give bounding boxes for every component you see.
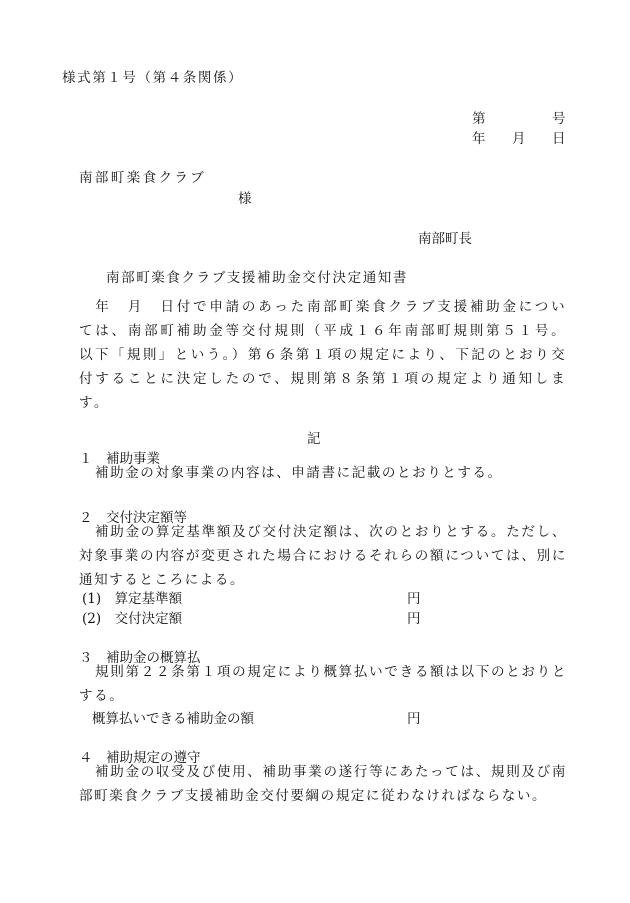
recipient-honorific: 様 [238,191,252,207]
recipient-name: 南部町楽食クラブ [79,170,207,186]
section-2-body: 補助金の算定基準額及び交付決定額は、次のとおりとする。ただし、対象事業の内容が変更された場合におけるそれらの額については、別に通知するところによる。 [79,524,567,588]
document-number-prefix: 第 [472,111,486,127]
item-label: (1) 算定基準額 [82,591,183,607]
sender-title: 南部町長 [418,231,472,247]
section-3-heading: ３ 補助金の概算払 [79,650,201,666]
section-1-body: 補助金の対象事業の内容は、申請書に記載のとおりとする。 [95,465,503,481]
date-month: 月 [512,131,526,147]
item-label: (2) 交付決定額 [82,611,183,627]
document-title: 南部町楽食クラブ支援補助金交付決定通知書 [106,270,408,286]
section-4-heading: ４ 補助規定の遵守 [79,750,201,766]
section-2-heading: ２ 交付決定額等 [79,510,187,526]
section-3-body: 規則第２２条第１項の規定により概算払いできる額は以下のとおりとする。 [79,664,567,704]
item-unit: 円 [407,591,421,607]
advance-amount-label: 概算払いできる補助金の額 [92,711,254,727]
advance-amount-unit: 円 [407,711,421,727]
date-day: 日 [552,131,566,147]
item-unit: 円 [407,611,421,627]
ki-marker: 記 [307,431,321,447]
section-1-heading: １ 補助事業 [79,451,160,467]
document-number-suffix: 号 [552,111,566,127]
intro-paragraph: 年 月 日付で申請のあった南部町楽食クラブ支援補助金については、南部町補助金等交付規則（平成１６年南部町規則第５１号。以下「規則」という。）第６条第１項の規定により、下記のとおり交付することに決定したので、規則第８条第１項の規定より通知します。 [79,299,567,411]
form-number: 様式第１号（第４条関係） [62,70,244,86]
section-4-body: 補助金の収受及び使用、補助事業の遂行等にあたっては、規則及び南部町楽食クラブ支援補助金交付要綱の規定に従わなければならない。 [79,764,567,804]
date-year: 年 [472,131,486,147]
